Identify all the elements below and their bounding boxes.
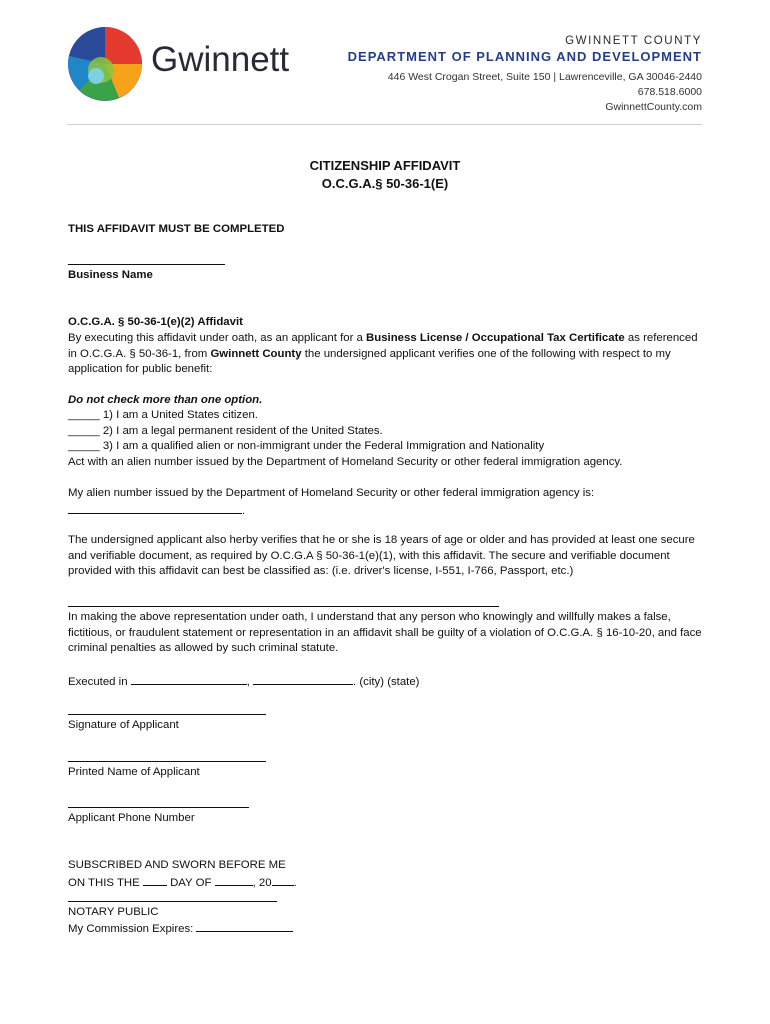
completion-notice: THIS AFFIDAVIT MUST BE COMPLETED xyxy=(68,223,285,235)
option-instruction: Do not check more than one option. xyxy=(68,394,263,406)
option-1[interactable] xyxy=(68,408,708,424)
executed-suffix: . (city) (state) xyxy=(353,676,420,688)
option-3-continuation: Act with an alien number issued by the Department of Homeland Security or other federal immigration agency. xyxy=(68,456,623,468)
sworn-line-1: SUBSCRIBED AND SWORN BEFORE ME xyxy=(68,859,286,871)
executed-in-line xyxy=(68,673,708,691)
p1-county: Gwinnett County xyxy=(210,347,302,360)
p1-text-c: as referenced in O.C.G.A. § 50-36-1, from xyxy=(68,332,698,360)
option-1-label: 1) I am a United States citizen. xyxy=(99,409,258,421)
representation-paragraph: In making the above representation under oath, I understand that any person who knowingly and willfully makes a false, fictitious, or fraudulent statement or representation in an affidavit shall be guilty of a violation of O.C.G.A. § 16-10-20, and face criminal penalties as allowed by such criminal statute. xyxy=(68,611,702,655)
sworn-on-this: ON THIS THE xyxy=(68,877,143,889)
alien-number-line[interactable] xyxy=(68,502,242,514)
website: GwinnettCounty.com xyxy=(605,101,702,113)
department-name: DEPARTMENT OF PLANNING AND DEVELOPMENT xyxy=(347,49,702,64)
executed-city-line[interactable] xyxy=(131,673,247,685)
title-line-2: O.C.G.A.§ 50-36-1(E) xyxy=(321,176,449,191)
commission-label: My Commission Expires: xyxy=(68,923,197,935)
option-2-blank[interactable]: _____ xyxy=(68,425,100,437)
verification-paragraph: The undersigned applicant also herby verifies that he or she is 18 years of age or older and has provided at least one secure and verifiable document, as required by O.C.G.A § 50-36-1(e)(1), with this affidavit. The secure and verifiable document provided with this affidavit can best be classified as: (i.e. driver's license, I-551, I-766, Passport, etc.) xyxy=(68,534,695,578)
gwinnett-logo-icon xyxy=(67,26,143,102)
affidavit-heading: O.C.G.A. § 50-36-1(e)(2) Affidavit xyxy=(68,316,243,328)
alien-number-period: . xyxy=(242,505,246,517)
signature-label: Signature of Applicant xyxy=(68,719,179,731)
commission-line[interactable] xyxy=(196,920,293,932)
phone: 678.518.6000 xyxy=(637,86,702,98)
sworn-year-line[interactable] xyxy=(272,874,294,886)
p1-license-type: Business License / Occupational Tax Certificate xyxy=(366,332,625,344)
phone-label: Applicant Phone Number xyxy=(68,812,195,824)
option-2-label: 2) I am a legal permanent resident of the United States. xyxy=(99,425,383,437)
business-name-label: Business Name xyxy=(68,269,153,281)
alien-number-field xyxy=(68,502,708,520)
logo-wordmark: Gwinnett xyxy=(151,40,290,79)
p1-text-e: the undersigned applicant verifies one of the following with respect to my application for public benefit: xyxy=(68,347,671,376)
sworn-day-of: DAY OF xyxy=(166,877,215,889)
notary-commission xyxy=(68,920,708,938)
sworn-month-line[interactable] xyxy=(215,874,253,886)
option-3-blank[interactable]: _____ xyxy=(68,440,100,452)
signature-line[interactable] xyxy=(68,714,266,715)
header-divider xyxy=(67,124,702,125)
printed-name-label: Printed Name of Applicant xyxy=(68,766,200,778)
affidavit-paragraph xyxy=(68,331,708,378)
option-3-label: 3) I am a qualified alien or non-immigrant under the Federal Immigration and Nationality xyxy=(99,440,545,452)
sworn-period: . xyxy=(293,877,297,889)
option-2[interactable] xyxy=(68,424,708,440)
business-name-line[interactable] xyxy=(68,264,225,265)
p1-text-a: By executing this affidavit under oath, as an applicant for a xyxy=(68,332,367,344)
executed-comma: , xyxy=(246,676,254,688)
sworn-day-line[interactable] xyxy=(143,874,167,886)
agency-block xyxy=(348,35,702,115)
option-3[interactable] xyxy=(68,439,708,455)
option-1-blank[interactable]: _____ xyxy=(68,409,100,421)
county-name: GWINNETT COUNTY xyxy=(565,35,702,47)
alien-number-text: My alien number issued by the Department of Homeland Security or other federal immigration agency is: xyxy=(68,487,595,499)
sworn-year-prefix: , 20 xyxy=(252,877,272,889)
executed-state-line[interactable] xyxy=(253,673,353,685)
notary-line[interactable] xyxy=(68,901,277,902)
title-line-1: CITIZENSHIP AFFIDAVIT xyxy=(309,158,461,173)
executed-prefix: Executed in xyxy=(68,676,131,688)
address: 446 West Crogan Street, Suite 150 | Lawrenceville, GA 30046-2440 xyxy=(387,71,702,83)
phone-line[interactable] xyxy=(68,807,249,808)
printed-name-line[interactable] xyxy=(68,761,266,762)
notary-title: NOTARY PUBLIC xyxy=(68,906,159,918)
document-title xyxy=(0,157,770,193)
document-class-line[interactable] xyxy=(68,606,499,607)
sworn-line-2 xyxy=(68,874,708,892)
